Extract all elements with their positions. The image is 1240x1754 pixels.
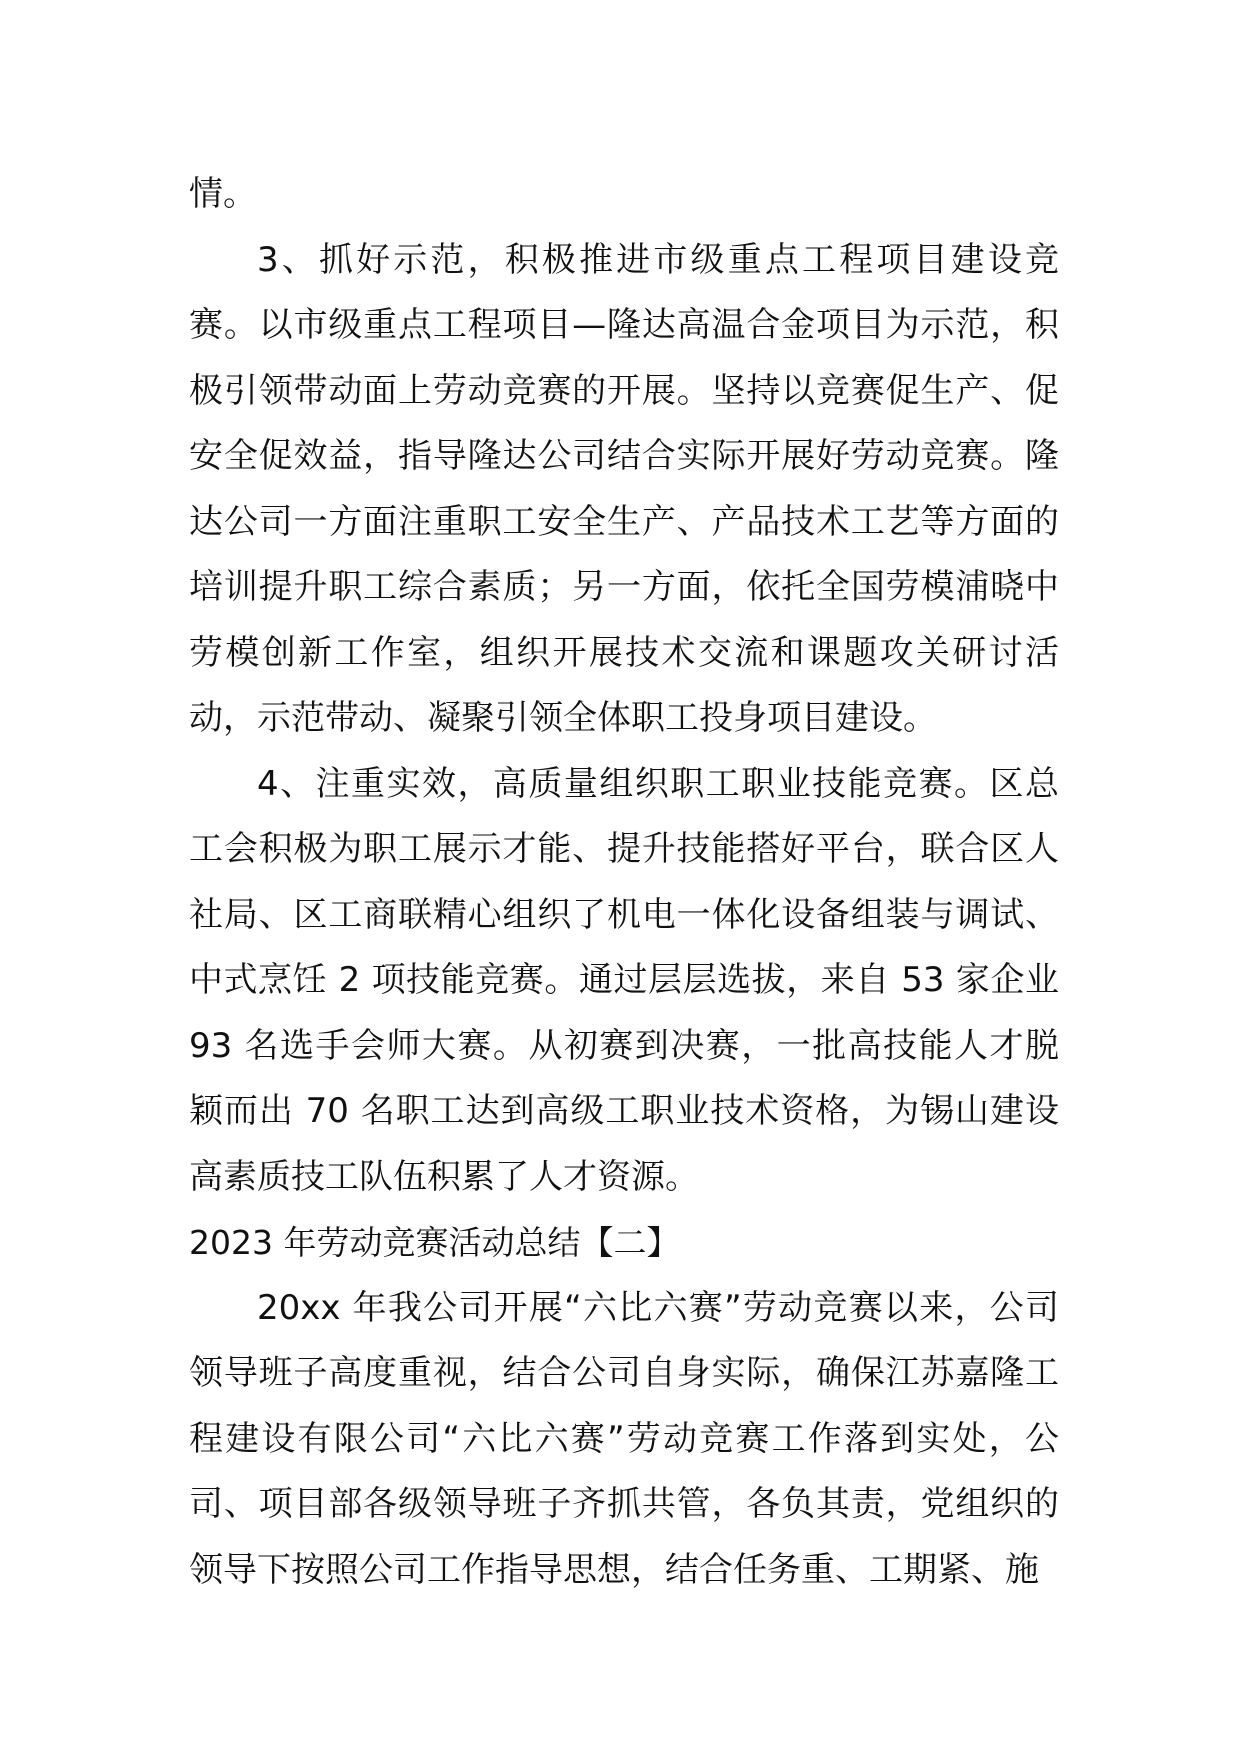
paragraph-continuation: 情。 <box>189 174 257 214</box>
section-heading: 2023 年劳动竞赛活动总结【二】 <box>189 1223 680 1262</box>
paragraph-item-4: 4、注重实效，高质量组织职工职业技能竞赛。区总工会积极为职工展示才能、提升技能搭好平台，联合区人社局、区工商联精心组织了机电一体化设备组装与调试、中式烹饪 2 项技能竞赛。通过层层选拔，来自 53 家企业 93 名选手会师大赛。从初赛到决赛，一批高技能人才脱颖而出 70 名职工达到高级工职业技术资格，为锡山建设高素质技工队伍积累了人才资源。 <box>189 763 1059 1197</box>
paragraph-item-3: 3、抓好示范，积极推进市级重点工程项目建设竞赛。以市级重点工程项目—隆达高温合金项目为示范，积极引领带动面上劳动竞赛的开展。坚持以竞赛促生产、促安全促效益，指导隆达公司结合实际开展好劳动竞赛。隆达公司一方面注重职工安全生产、产品技术工艺等方面的培训提升职工综合素质；另一方面，依托全国劳模浦晓中劳模创新工作室，组织开展技术交流和课题攻关研讨活动，示范带动、凝聚引领全体职工投身项目建设。 <box>189 239 1059 738</box>
paragraph-summary-intro: 20xx 年我公司开展“六比六赛”劳动竞赛以来，公司领导班子高度重视，结合公司自身实际，确保江苏嘉隆工程建设有限公司“六比六赛”劳动竞赛工作落到实处，公司、项目部各级领导班子齐抓共管，各负其责，党组织的领导下按照公司工作指导思想，结合任务重、工期紧、施 <box>189 1287 1059 1590</box>
document-body <box>189 162 1059 1603</box>
